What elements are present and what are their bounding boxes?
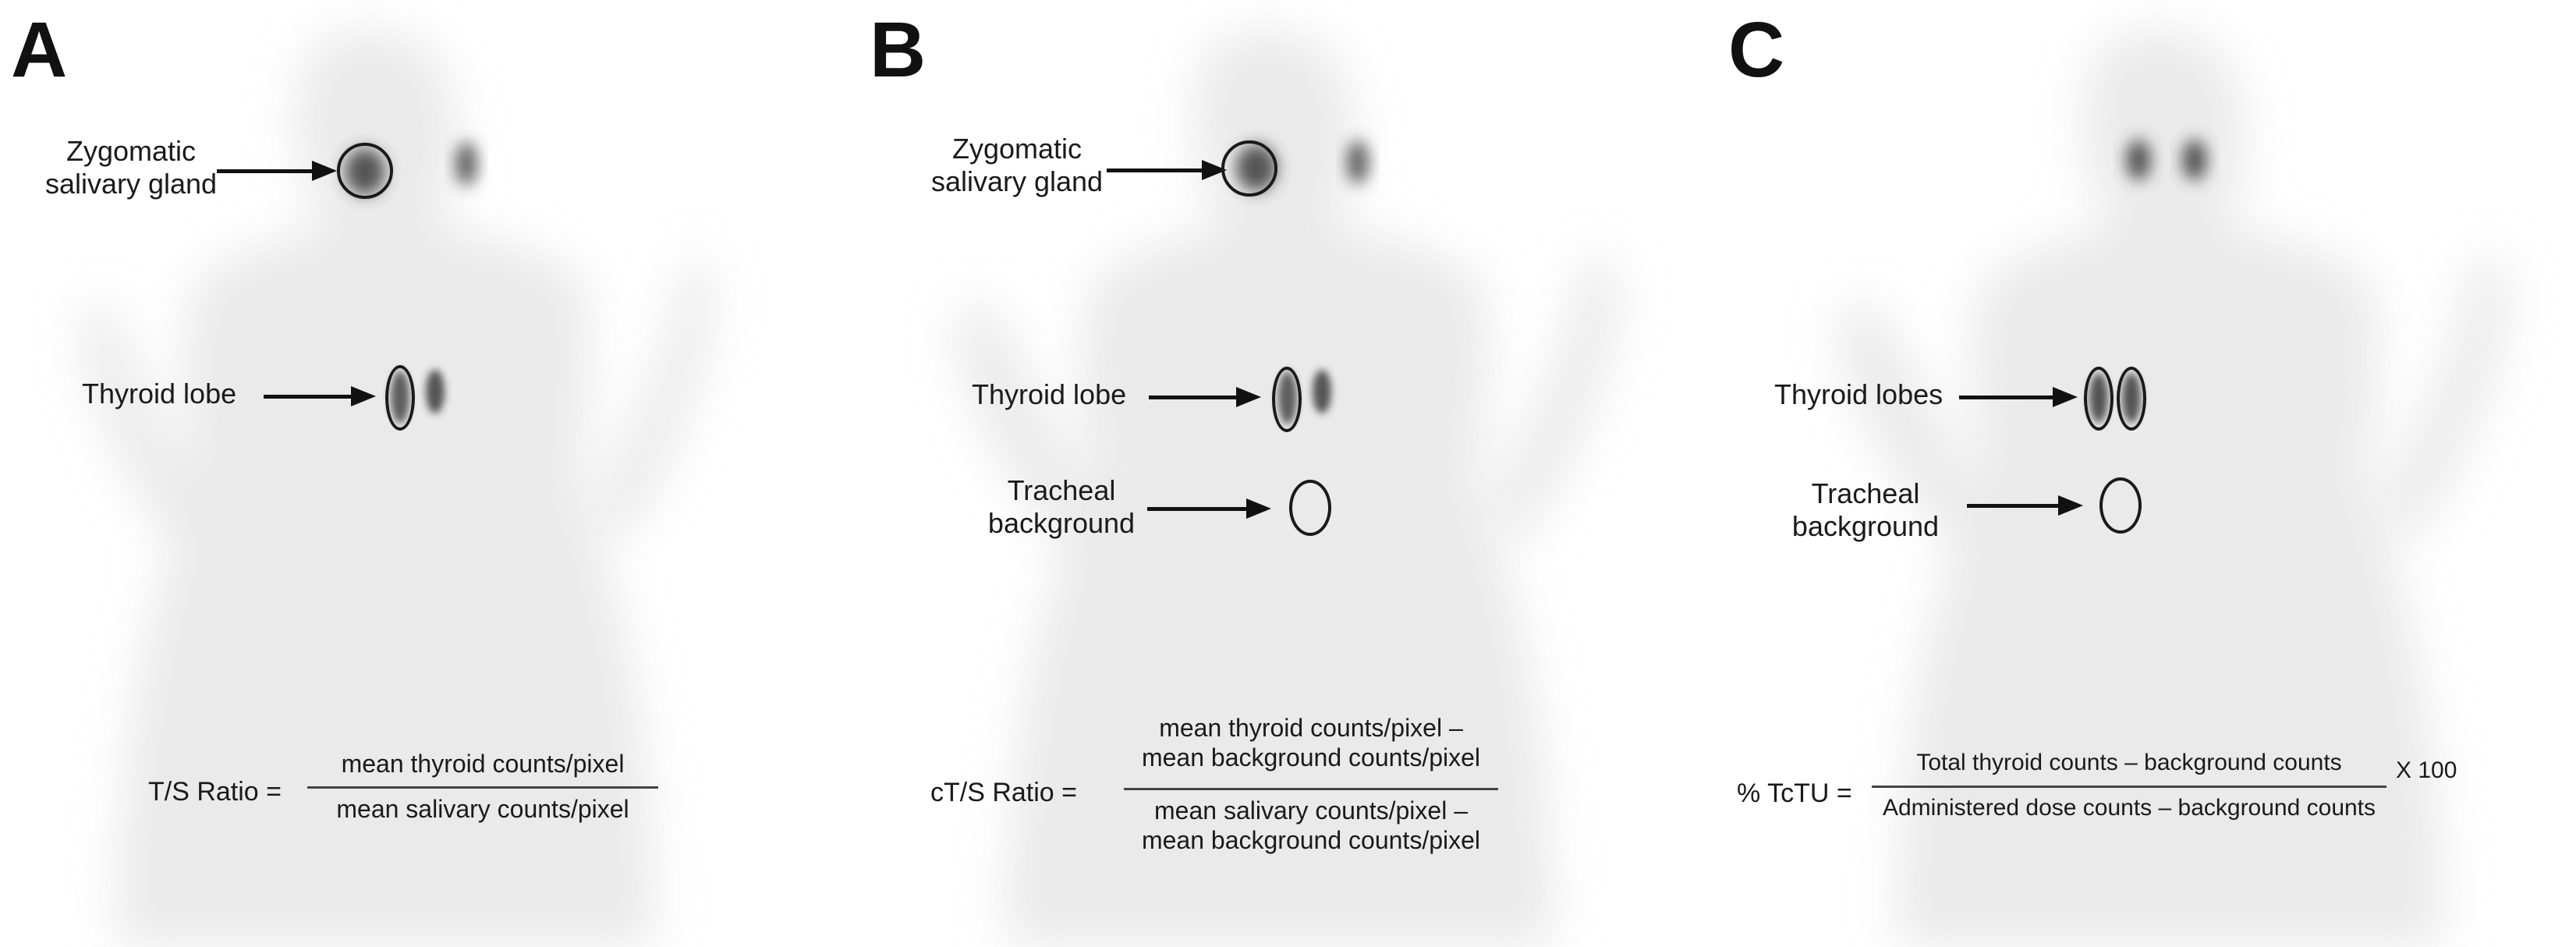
- zygomatic-salivary-gland-label: [30, 135, 232, 200]
- panel-b: [859, 0, 1717, 947]
- formula-numerator-line-1: mean thyroid counts/pixel –: [1159, 714, 1463, 742]
- formula-denominator: mean salivary counts/pixel: [336, 795, 629, 823]
- tracheal-roi-circle: [2099, 477, 2142, 534]
- thyroid-lobe-label: Thyroid lobe: [82, 378, 237, 410]
- formula-fraction: [307, 745, 658, 831]
- zygomatic-salivary-gland-label: [916, 133, 1118, 198]
- formula-denominator-line-1: mean salivary counts/pixel –: [1154, 796, 1468, 825]
- thyroid-lobes-label: Thyroid lobes: [1774, 378, 1944, 410]
- tracheal-background-label: [1780, 477, 1951, 543]
- panel-a: [0, 0, 859, 947]
- label-line: Tracheal: [1811, 477, 1920, 509]
- thyroid-roi-ellipse-left: [2084, 367, 2114, 431]
- label-line: background: [1791, 510, 1940, 542]
- fraction-bar: [307, 786, 658, 789]
- zygomatic-roi-circle: [337, 143, 393, 199]
- label-line: Zygomatic: [951, 133, 1082, 165]
- formula-denominator-line-2: mean background counts/pixel: [1141, 826, 1481, 854]
- thyroid-lobe-label: Thyroid lobe: [972, 378, 1127, 410]
- panel-letter: A: [11, 6, 68, 94]
- formula-fraction: [1124, 711, 1498, 860]
- fraction-bar: [1124, 788, 1498, 790]
- formula-numerator-line-2: mean background counts/pixel: [1141, 743, 1481, 771]
- tracheal-background-label: [976, 474, 1147, 540]
- label-line: salivary gland: [930, 165, 1104, 197]
- thyroid-roi-ellipse: [385, 365, 415, 431]
- label-line: Zygomatic: [66, 135, 197, 167]
- panel-c: [1717, 0, 2576, 947]
- formula-multiplier: X 100: [2396, 757, 2457, 783]
- panel-letter: C: [1728, 6, 1785, 94]
- formula-lhs: T/S Ratio =: [148, 777, 282, 807]
- formula-fraction: [1872, 745, 2386, 831]
- formula-numerator: Total thyroid counts – background counts: [1916, 750, 2342, 775]
- zygomatic-roi-circle: [1221, 140, 1277, 197]
- thyroid-roi-ellipse: [1272, 367, 1302, 432]
- formula-denominator: Administered dose counts – background counts: [1882, 795, 2376, 821]
- formula-lhs: % TcTU =: [1737, 779, 1852, 808]
- formula-numerator: mean thyroid counts/pixel: [341, 750, 625, 778]
- tracheal-roi-circle: [1289, 480, 1331, 536]
- fraction-bar: [1872, 786, 2386, 788]
- label-line: Tracheal: [1007, 474, 1116, 506]
- panel-letter: B: [870, 6, 927, 94]
- label-line: background: [987, 507, 1136, 539]
- thyroid-roi-ellipse-right: [2117, 367, 2146, 431]
- formula-lhs: cT/S Ratio =: [930, 778, 1078, 807]
- label-line: salivary gland: [44, 168, 218, 200]
